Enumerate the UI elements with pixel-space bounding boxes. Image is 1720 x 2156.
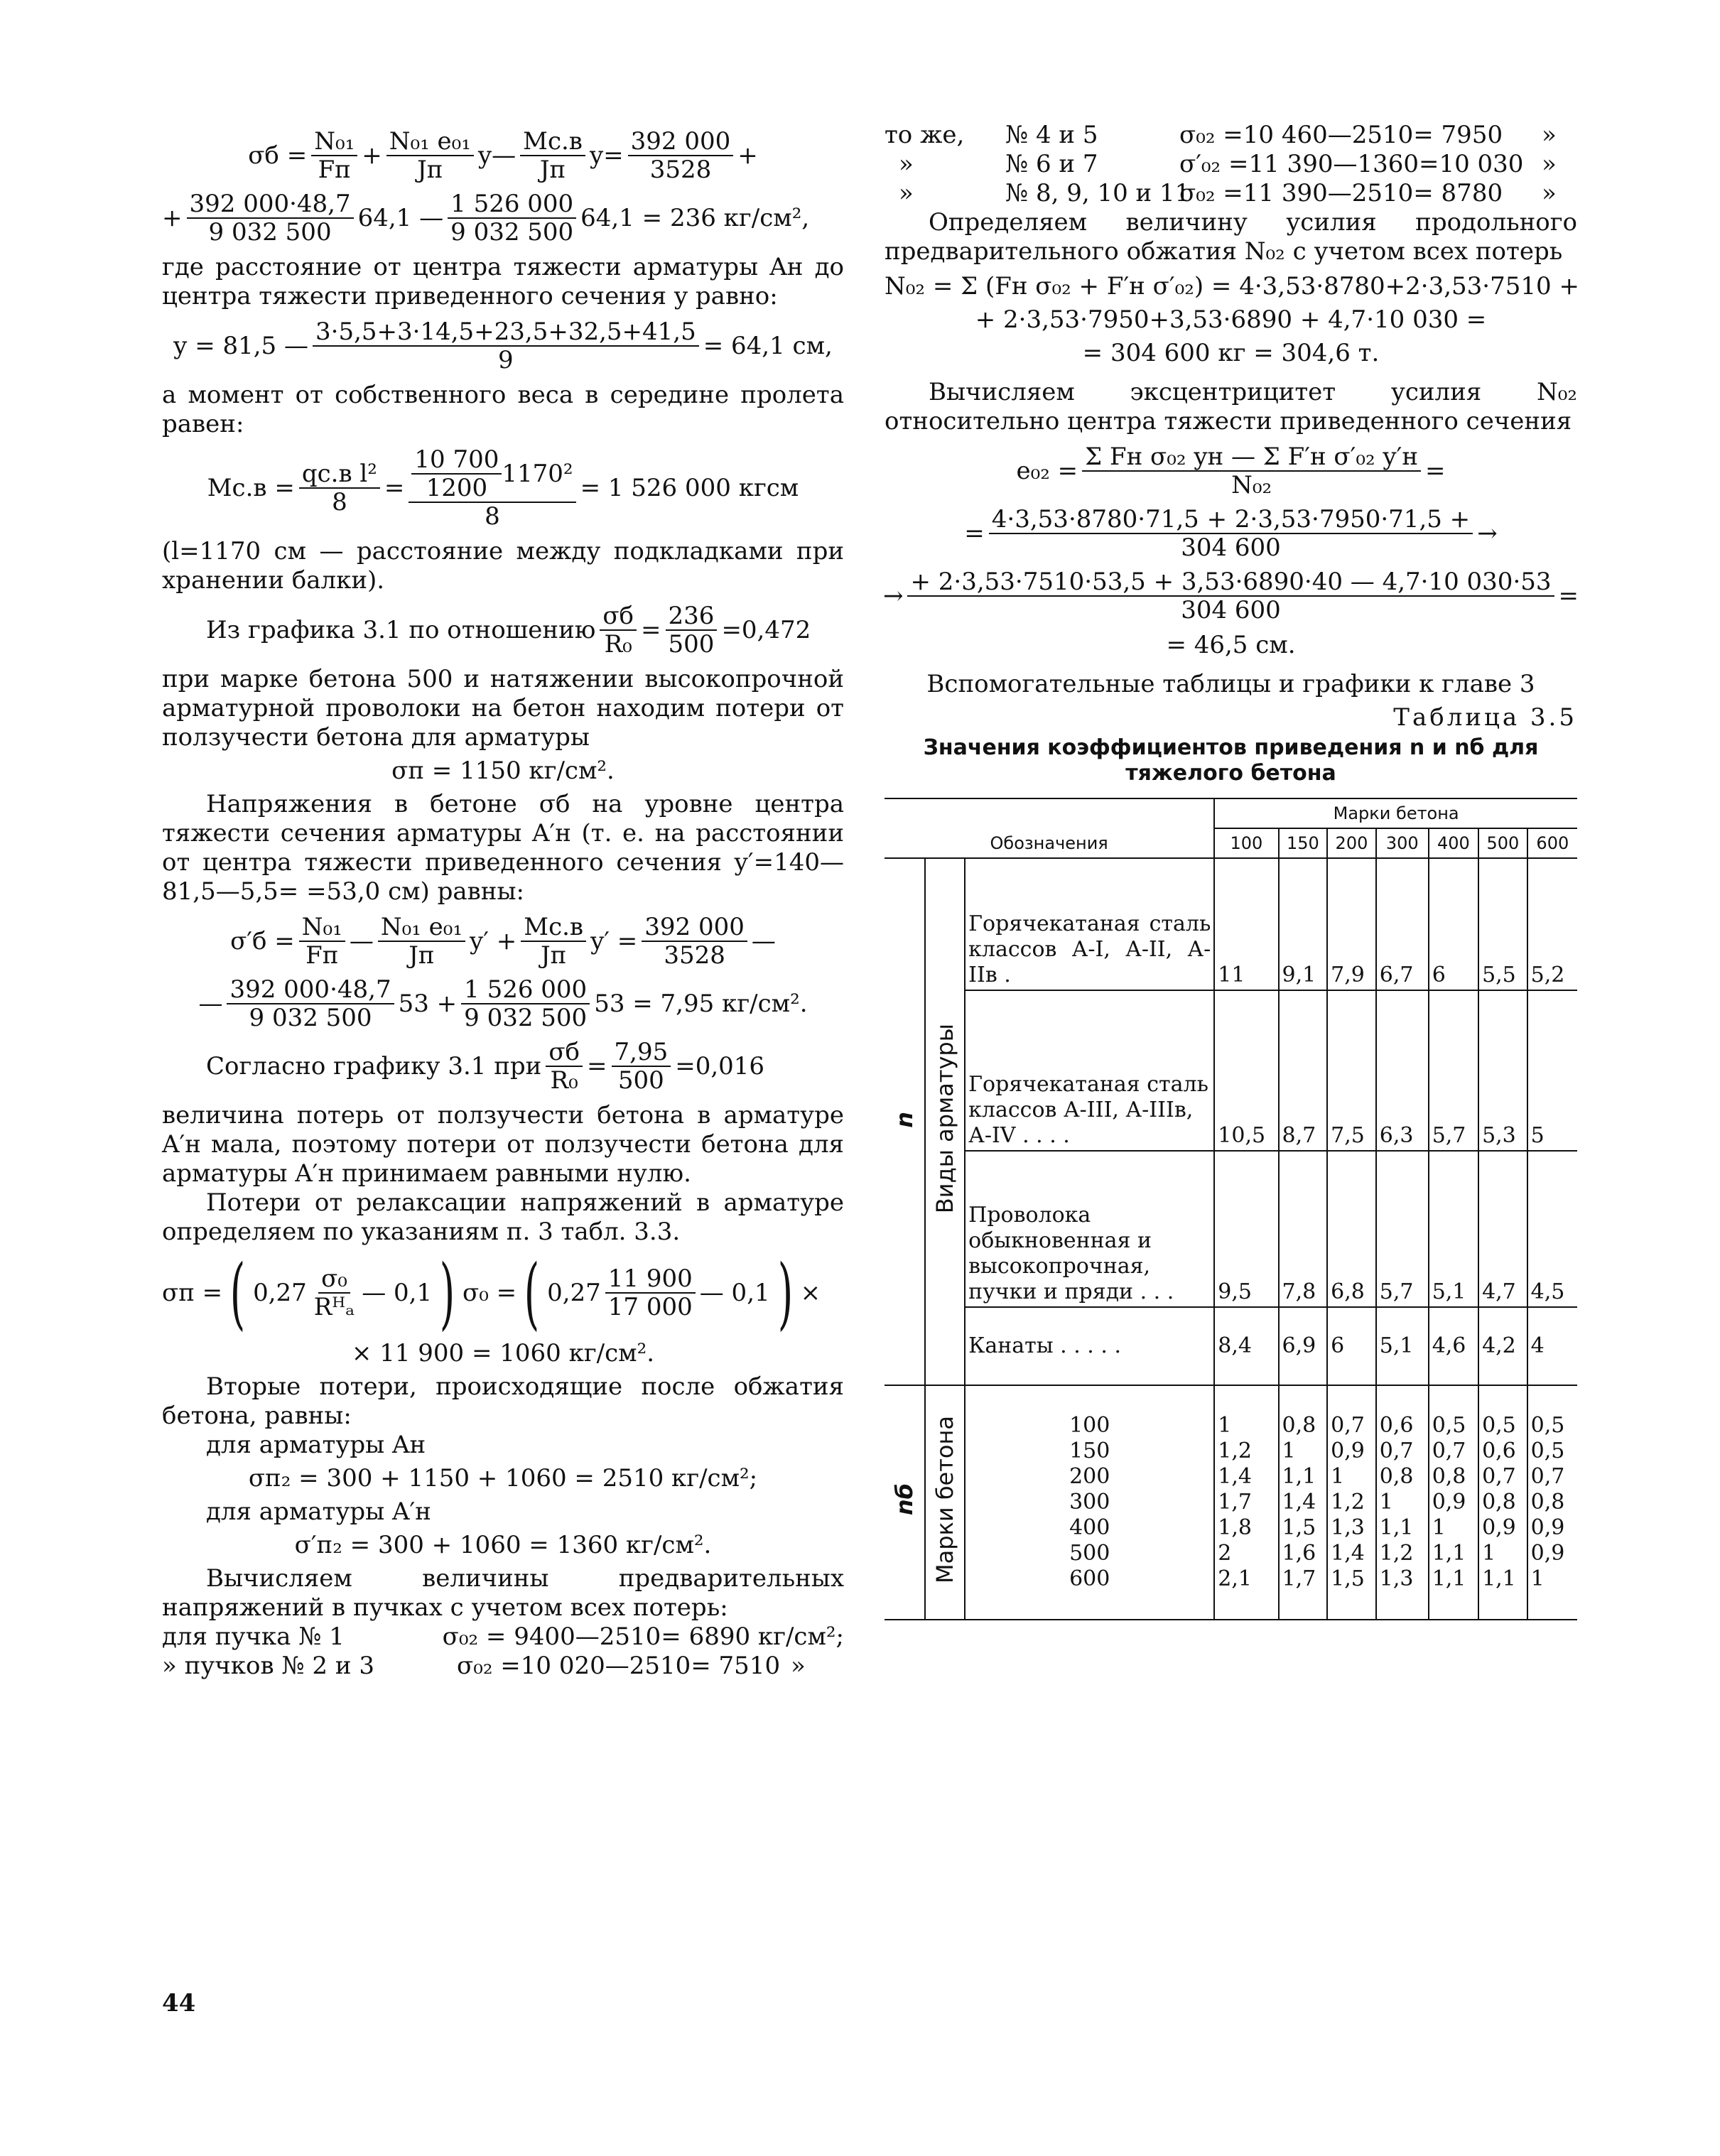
- table-cell: 6,7: [1376, 858, 1429, 990]
- section-heading: Вспомогательные таблицы и графики к главе 3: [926, 670, 1535, 698]
- right-column: [882, 121, 1579, 1620]
- table-cell: 6,9: [1279, 1307, 1328, 1385]
- table-cell: 4,7: [1478, 1151, 1527, 1307]
- fraction: σб R₀: [546, 1039, 583, 1094]
- nb-grades-column: [965, 1385, 1214, 1620]
- nb-column: 1 1,2 1,4 1,7 1,8 2 2,1: [1214, 1385, 1278, 1620]
- paragraph: величина потерь от ползучести бетона в арматуре A′н мала, поэтому потери от ползучести бетона для арматуры A′н принимаем равными нулю.: [162, 1101, 844, 1188]
- equation-sigma-b2: σ′б = N₀₁ Fп — N₀₁ e₀₁ Jп y′ + Mс.в Jп y′ = $\frac{392 000}{3528}$ —: [230, 913, 776, 970]
- fraction: N₀₁ e₀₁ Jп: [378, 914, 465, 969]
- nb-column: 0,6 0,7 0,8 1 1,1 1,2 1,3: [1376, 1385, 1429, 1620]
- grade-header: 100: [1214, 828, 1278, 858]
- equation-sigma-p2: σп₂ = 300 + 1150 + 1060 = 2510 кг/см²;: [248, 1464, 758, 1493]
- table-cell: 5,1: [1376, 1307, 1429, 1385]
- nb-grade: 600: [1069, 1566, 1110, 1591]
- nb-column: 0,7 0,9 1 1,2 1,3 1,4 1,5: [1327, 1385, 1376, 1620]
- paragraph: для арматуры A′н: [206, 1497, 431, 1526]
- paragraph: (l=1170 см — расстояние между подкладками при хранении балки).: [162, 537, 844, 595]
- table-row-name: Проволока обыкновенная и высокопрочная, пучки и пряди . . .: [965, 1151, 1214, 1307]
- paragraph: при марке бетона 500 и натяжении высокопрочной арматурной проволоки на бетон находим потери от ползучести бетона для арматуры: [162, 665, 844, 752]
- fraction: $\frac{392 000}{3528}$: [642, 914, 747, 969]
- table-cell: 7,5: [1327, 990, 1376, 1151]
- paragraph: где расстояние от центра тяжести арматуры Aн до центра тяжести приведенного сечения y равно:: [162, 253, 844, 310]
- left-column: [162, 121, 844, 1681]
- fraction: Σ Fн σ₀₂ yн — Σ F′н σ′₀₂ y′н N₀₂: [1082, 443, 1421, 499]
- table-cell: 4,5: [1527, 1151, 1577, 1307]
- nb-column: 0,5 0,5 0,7 0,8 0,9 0,9 1: [1527, 1385, 1577, 1620]
- paragraph: Вычисляем величины предварительных напряжений в пучках с учетом всех потерь:: [162, 1564, 844, 1622]
- equation-relaxation: σп = ( 0,27 σ₀ Rᴴₐ — 0,1 ) σ₀ = ( 0,27 11 900 17 000 — 0,1 ) ×: [162, 1247, 821, 1338]
- coefficient-table: [885, 798, 1577, 1620]
- fraction: σб R₀: [600, 602, 637, 658]
- table-title: Значения коэффициентов приведения n и nб для тяжелого бетона: [923, 735, 1539, 786]
- nb-column: 0,8 1 1,1 1,4 1,5 1,6 1,7: [1279, 1385, 1328, 1620]
- table-cell: 6: [1429, 858, 1478, 990]
- kinds-label: Виды арматуры: [931, 1023, 958, 1214]
- equation-eccentricity-line3: → $\frac{+ 2\cdot 3,53\cdot 7510\cdot 53,5 + 3,53\cdot 6890\cdot 40 — 4,7\cdot 10 030\cdot 53}{304 600}$ =: [882, 568, 1579, 624]
- fraction: $\frac{392 000\cdot 48,7}{9 032 500}$: [187, 190, 354, 246]
- paragraph: Напряжения в бетоне σб на уровне центра тяжести сечения арматуры A′н (т. е. на расстоянии от центра тяжести приведенного сечения y′=140—81,5—5,5= =53,0 см) равны:: [162, 790, 844, 906]
- table-cell: 5,7: [1429, 990, 1478, 1151]
- nb-grade: 100: [1069, 1413, 1110, 1438]
- n-label: n: [890, 1112, 918, 1128]
- fraction: 10 700 1200 1170² 8: [409, 446, 575, 530]
- table-cell: 9,1: [1279, 858, 1328, 990]
- fraction: N₀₁ e₀₁ Jп: [386, 128, 474, 183]
- nb-grade: 300: [1069, 1490, 1110, 1515]
- table-cell: 4,6: [1429, 1307, 1478, 1385]
- equation-sigma-b2-line2: — 392 000·48,7 9 032 500 53 + $\frac{1 526 000}{9 032 500}$ 53 = 7,95 кг/см².: [198, 975, 808, 1032]
- grade-header: 400: [1429, 828, 1478, 858]
- nb-grade: 150: [1069, 1439, 1110, 1463]
- table-row-name: Горячекатаная сталь классов А-III, А-IIIв, А-IV . . . .: [965, 990, 1214, 1151]
- paragraph: Вторые потери, происходящие после обжатия бетона, равны:: [162, 1372, 844, 1430]
- equation-n-line2: + 2·3,53·7950+3,53·6890 + 4,7·10 030 =: [975, 305, 1487, 334]
- fraction: N₀₁ Fп: [299, 914, 345, 969]
- prestress-row: » № 8, 9, 10 и 11 σ₀₂ =11 390—2510= 8780 »: [899, 179, 1557, 207]
- fraction: Mс.в Jп: [521, 914, 586, 969]
- header-grades: Марки бетона: [1214, 798, 1577, 828]
- table-cell: 5,7: [1376, 1151, 1429, 1307]
- equation-sigma-p2-prime: σ′п₂ = 300 + 1060 = 1360 кг/см².: [294, 1531, 712, 1559]
- eq-lhs: σб =: [248, 141, 308, 170]
- nb-grade: 500: [1069, 1541, 1110, 1566]
- paragraph: для арматуры Aн: [206, 1431, 426, 1459]
- grade-header: 150: [1279, 828, 1328, 858]
- paragraph: Вычисляем эксцентрицитет усилия N₀₂ относительно центра тяжести приведенного сечения: [885, 378, 1577, 435]
- equation-relaxation-line2: × 11 900 = 1060 кг/см².: [351, 1339, 655, 1367]
- table-row-name: Канаты . . . . .: [965, 1307, 1214, 1385]
- fraction: Mс.в Jп: [520, 128, 585, 183]
- equation-sigma-b: σб = N₀₁ Fп + N₀₁ e₀₁ Jп y— Mс.в Jп y= $\frac{392 000}{3528}$ +: [248, 127, 758, 184]
- paragraph: а момент от собственного веса в середине пролета равен:: [162, 381, 844, 438]
- fraction: $\frac{1 526 000}{9 032 500}$: [461, 976, 590, 1031]
- grade-header: 600: [1527, 828, 1577, 858]
- fraction: 392 000·48,7 9 032 500: [227, 976, 394, 1031]
- fraction: $\frac{+ 2\cdot 3,53\cdot 7510\cdot 53,5 + 3,53\cdot 6890\cdot 40 — 4,7\cdot 10 030\cdot 53}{304 600}$: [907, 568, 1554, 624]
- fraction: qс.в l² 8: [299, 460, 380, 516]
- table-cell: 5,2: [1527, 858, 1577, 990]
- ratio-line: Из графика 3.1 по отношению σб R₀ = $\frac{236}{500}$ =0,472: [206, 602, 811, 659]
- equation-eccentricity-line2: = $\frac{4\cdot 3,53\cdot 8780\cdot 71,5 + 2\cdot 3,53\cdot 7950\cdot 71,5 +}{304 600}$ →: [964, 505, 1498, 562]
- grade-header: 200: [1327, 828, 1376, 858]
- table-cell: 8,4: [1214, 1307, 1278, 1385]
- table-cell: 6,8: [1327, 1151, 1376, 1307]
- table-cell: 5,3: [1478, 990, 1527, 1151]
- paragraph: Потери от релаксации напряжений в арматуре определяем по указаниям п. 3 табл. 3.3.: [162, 1188, 844, 1246]
- prestress-row: » № 6 и 7 σ′₀₂ =11 390—1360=10 030 »: [899, 150, 1557, 178]
- ratio-line-2: Согласно графику 3.1 при σб R₀ = $\frac{7,95}{500}$ =0,016: [206, 1038, 765, 1095]
- table-cell: 5,1: [1429, 1151, 1478, 1307]
- paragraph: Определяем величину усилия продольного предварительного обжатия N₀₂ с учетом всех потерь: [885, 208, 1577, 266]
- grade-header: 300: [1376, 828, 1429, 858]
- table-cell: 10,5: [1214, 990, 1278, 1151]
- equation-eccentricity-result: = 46,5 см.: [1166, 631, 1296, 659]
- fraction: σ₀ Rᴴₐ: [313, 1264, 355, 1321]
- nb-column: 0,5 0,6 0,7 0,8 0,9 1 1,1: [1478, 1385, 1527, 1620]
- fraction: $\frac{4\cdot 3,53\cdot 8780\cdot 71,5 + 2\cdot 3,53\cdot 7950\cdot 71,5 +}{304 600}$: [989, 506, 1473, 561]
- equation-sigma-b-line2: + $\frac{392 000\cdot 48,7}{9 032 500}$ 64,1 — 1 526 000 9 032 500 64,1 = 236 кг/см²,: [162, 190, 810, 247]
- equation-moment: Mс.в = qс.в l² 8 = 10 700 1200 1170² 8 = 1 526 000 кгсм: [207, 445, 799, 531]
- prestress-row: » пучков № 2 и 3 σ₀₂ =10 020—2510= 7510 »: [162, 1652, 806, 1680]
- grades-label: Марки бетона: [931, 1415, 958, 1583]
- equation-n-line3: = 304 600 кг = 304,6 т.: [1082, 339, 1380, 367]
- equation-eccentricity: e₀₂ = Σ Fн σ₀₂ yн — Σ F′н σ′₀₂ y′н N₀₂ =: [1016, 443, 1446, 499]
- table-cell: 7,8: [1279, 1151, 1328, 1307]
- table-row-name: Горячекатаная сталь классов А-I, А-II, А-IIв .: [965, 858, 1214, 990]
- nb-label: nб: [890, 1483, 918, 1516]
- table-cell: 4,2: [1478, 1307, 1527, 1385]
- fraction: $\frac{236}{500}$: [666, 602, 718, 658]
- equation-sigma-p: σп = 1150 кг/см².: [391, 757, 615, 785]
- page-number: 44: [162, 1989, 196, 2017]
- table-cell: 11: [1214, 858, 1278, 990]
- nb-column: 0,5 0,7 0,8 0,9 1 1,1 1,1: [1429, 1385, 1478, 1620]
- grade-header: 500: [1478, 828, 1527, 858]
- table-cell: 9,5: [1214, 1151, 1278, 1307]
- nb-grade: 200: [1069, 1464, 1110, 1489]
- table-cell: 7,9: [1327, 858, 1376, 990]
- table-cell: 5,5: [1478, 858, 1527, 990]
- nb-grade: 400: [1069, 1515, 1110, 1540]
- fraction: $\frac{392 000}{3528}$: [628, 128, 734, 183]
- equation-n-line1: N₀₂ = Σ (Fн σ₀₂ + F′н σ′₀₂) = 4·3,53·8780+2·3,53·7510 +: [885, 272, 1579, 300]
- table-cell: 8,7: [1279, 990, 1328, 1151]
- table-cell: 6: [1327, 1307, 1376, 1385]
- fraction: 11 900 17 000: [605, 1265, 696, 1321]
- header-designation: Обозначения: [885, 798, 1214, 858]
- fraction: 1 526 000 9 032 500: [448, 190, 576, 246]
- table-cell: 6,3: [1376, 990, 1429, 1151]
- table-cell: 4: [1527, 1307, 1577, 1385]
- fraction: N₀₁ Fп: [311, 128, 357, 183]
- table-label: Таблица 3.5: [1393, 703, 1577, 732]
- prestress-row: для пучка № 1 σ₀₂ = 9400—2510= 6890 кг/см²;: [162, 1623, 844, 1651]
- fraction: $\frac{3\cdot 5,5+3\cdot 14,5+23,5+32,5+41,5}{9}$: [313, 318, 699, 374]
- equation-y: y = 81,5 — $\frac{3\cdot 5,5+3\cdot 14,5+23,5+32,5+41,5}{9}$ = 64,1 см,: [173, 318, 833, 374]
- fraction: $\frac{7,95}{500}$: [612, 1039, 671, 1094]
- table-cell: 5: [1527, 990, 1577, 1151]
- prestress-row: то же, № 4 и 5 σ₀₂ =10 460—2510= 7950 »: [885, 121, 1557, 149]
